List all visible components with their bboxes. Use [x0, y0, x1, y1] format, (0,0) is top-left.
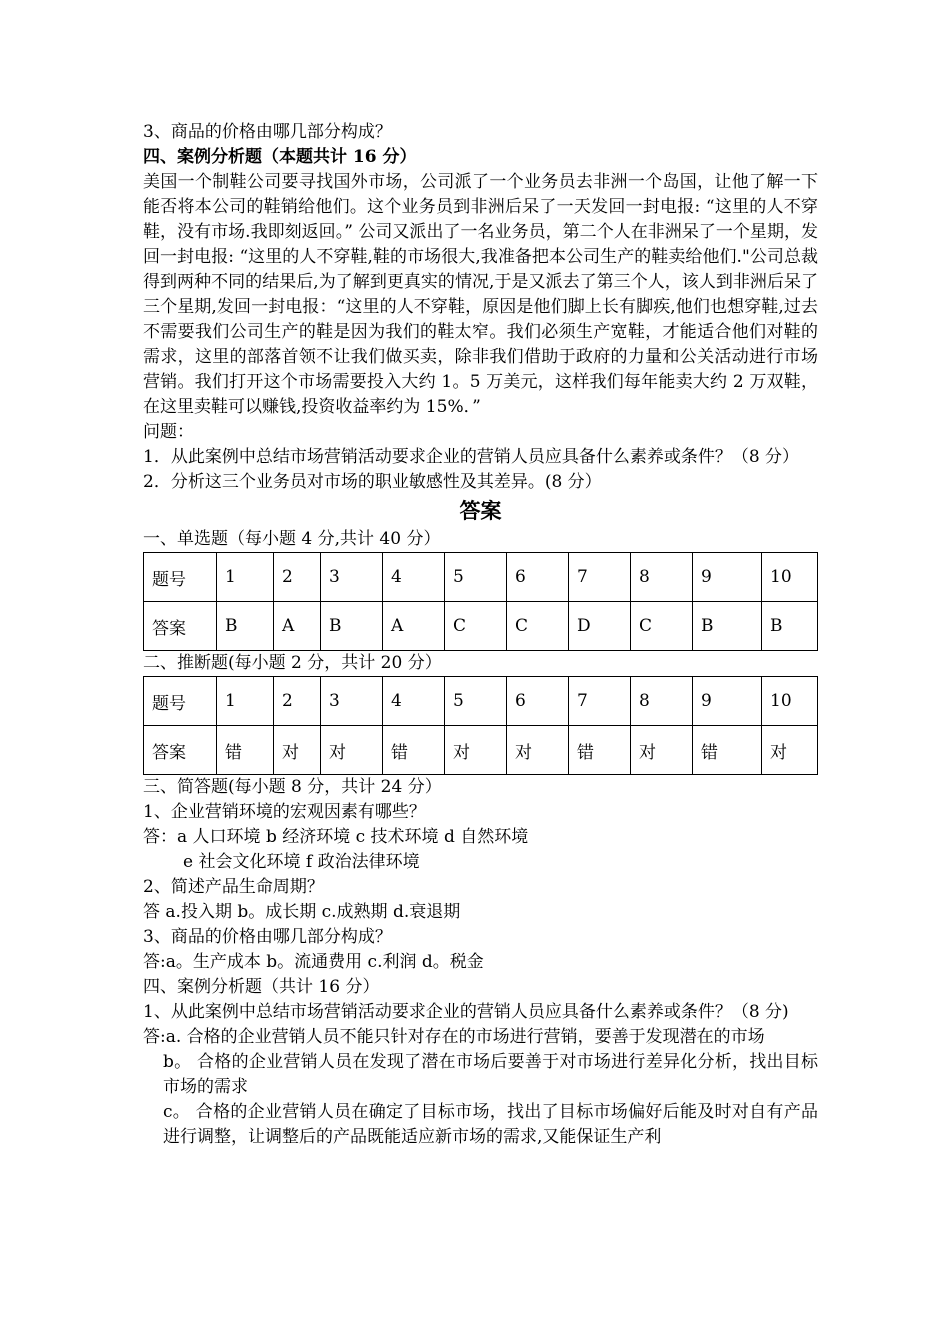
answer-cell: B: [321, 602, 383, 651]
question-number: 6: [507, 677, 569, 726]
answer-cell: B: [217, 602, 274, 651]
answers-title: 答案: [459, 499, 502, 523]
answer-cell: A: [274, 602, 321, 651]
case-answer-b: b。 合格的企业营销人员在发现了潜在市场后要善于对市场进行差异化分析，找出目标市场的需求: [163, 1052, 818, 1097]
question-number: 10: [762, 677, 818, 726]
case-answer-question-1: 1、从此案例中总结市场营销活动要求企业的营销人员应具备什么素养或条件？（8 分): [143, 1002, 789, 1022]
question-number: 8: [631, 677, 693, 726]
single-choice-heading: 一、单选题（每小题 4 分,共计 40 分）: [143, 529, 441, 549]
short-answer-1-line-2: e 社会文化环境 f 政治法律环境: [183, 852, 420, 872]
question-number: 9: [693, 677, 762, 726]
question-number: 3: [321, 677, 383, 726]
judgment-heading: 二、推断题(每小题 2 分，共计 20 分）: [143, 653, 442, 673]
answer-cell: 对: [762, 726, 818, 775]
question-number: 5: [445, 553, 507, 602]
question-number: 1: [217, 677, 274, 726]
question-number: 5: [445, 677, 507, 726]
question-number: 4: [383, 553, 445, 602]
case-answer-heading: 四、案例分析题（共计 16 分）: [143, 977, 380, 997]
short-answer-1-line-1: 答：a 人口环境 b 经济环境 c 技术环境 d 自然环境: [143, 827, 529, 847]
question-number: 3: [321, 553, 383, 602]
question-number: 8: [631, 553, 693, 602]
answer-cell: 错: [569, 726, 631, 775]
answer-cell: 对: [321, 726, 383, 775]
case-answer-c: c。 合格的企业营销人员在确定了目标市场，找出了目标市场偏好后能及时对自有产品进行调整，让调整后的产品既能适应新市场的需求,又能保证生产利: [163, 1102, 818, 1147]
section-4-title: 四、案例分析题（本题共计 16 分）: [143, 147, 417, 167]
table-row: [144, 602, 818, 651]
question-number: 1: [217, 553, 274, 602]
case-answer-a: 答:a. 合格的企业营销人员不能只针对存在的市场进行营销，要善于发现潜在的市场: [143, 1027, 765, 1047]
answer-cell: B: [762, 602, 818, 651]
answer-cell: C: [631, 602, 693, 651]
question-number: 2: [274, 553, 321, 602]
answer-cell: 错: [383, 726, 445, 775]
single-choice-table: [143, 552, 818, 651]
answer-cell: A: [383, 602, 445, 651]
answer-cell: 错: [217, 726, 274, 775]
row-label: 题号: [144, 677, 217, 726]
answer-cell: 对: [274, 726, 321, 775]
answer-cell: 对: [445, 726, 507, 775]
short-question-3: 3、商品的价格由哪几部分构成？: [143, 927, 392, 947]
answer-cell: 错: [693, 726, 762, 775]
short-answer-3: 答:a。生产成本 b。流通费用 c.利润 d。税金: [143, 952, 484, 972]
question-number: 10: [762, 553, 818, 602]
question-number: 6: [507, 553, 569, 602]
case-question-2: 2．分析这三个业务员对市场的职业敏感性及其差异。(8 分）: [143, 472, 602, 492]
question-number: 4: [383, 677, 445, 726]
table-row: [144, 553, 818, 602]
short-question-2: 2、简述产品生命周期？: [143, 877, 324, 897]
row-label: 题号: [144, 553, 217, 602]
short-question-1: 1、企业营销环境的宏观因素有哪些？: [143, 802, 426, 822]
table-row: [144, 726, 818, 775]
question-number: 7: [569, 553, 631, 602]
answer-cell: B: [693, 602, 762, 651]
short-answer-heading: 三、简答题(每小题 8 分，共计 24 分）: [143, 777, 442, 797]
answer-cell: 对: [631, 726, 693, 775]
short-answer-2: 答 a.投入期 b。成长期 c.成熟期 d.衰退期: [143, 902, 461, 922]
document-page: [143, 120, 818, 1150]
case-text: 美国一个制鞋公司要寻找国外市场，公司派了一个业务员去非洲一个岛国，让他了解一下能否将本公司的鞋销给他们。这个业务员到非洲后呆了一天发回一封电报: “这里的人不穿鞋，没有市场.我即刻返回。” 公司又派出了一名业务员，第二个人在非洲呆了一个星期，发回一封电报: “这里的人不穿鞋,鞋的市场很大,我准备把本公司生产的鞋卖给他们."公司总裁得到两种不同的结果后,为了解到更真实的情况,于是又派去了第三个人，该人到非洲后呆了三个星期,发回一封电报：“这里的人不穿鞋，原因是他们脚上长有脚疾,他们也想穿鞋,过去不需要我们公司生产的鞋是因为我们的鞋太窄。我们必须生产宽鞋，才能适合他们对鞋的需求，这里的部落首领不让我们做买卖，除非我们借助于政府的力量和公关活动进行市场营销。我们打开这个市场需要投入大约 1。5 万美元，这样我们每年能卖大约 2 万双鞋，在这里卖鞋可以赚钱,投资收益率约为 15%．”: [143, 172, 818, 417]
answer-cell: 对: [507, 726, 569, 775]
question-3: 3、商品的价格由哪几部分构成？: [143, 122, 392, 142]
table-row: [144, 677, 818, 726]
questions-label: 问题：: [143, 422, 194, 442]
question-number: 7: [569, 677, 631, 726]
question-number: 2: [274, 677, 321, 726]
answer-cell: D: [569, 602, 631, 651]
case-question-1: 1．从此案例中总结市场营销活动要求企业的营销人员应具备什么素养或条件？（8 分）: [143, 447, 800, 467]
answer-cell: C: [445, 602, 507, 651]
row-label: 答案: [144, 602, 217, 651]
question-number: 9: [693, 553, 762, 602]
judgment-table: [143, 676, 818, 775]
answer-cell: C: [507, 602, 569, 651]
row-label: 答案: [144, 726, 217, 775]
